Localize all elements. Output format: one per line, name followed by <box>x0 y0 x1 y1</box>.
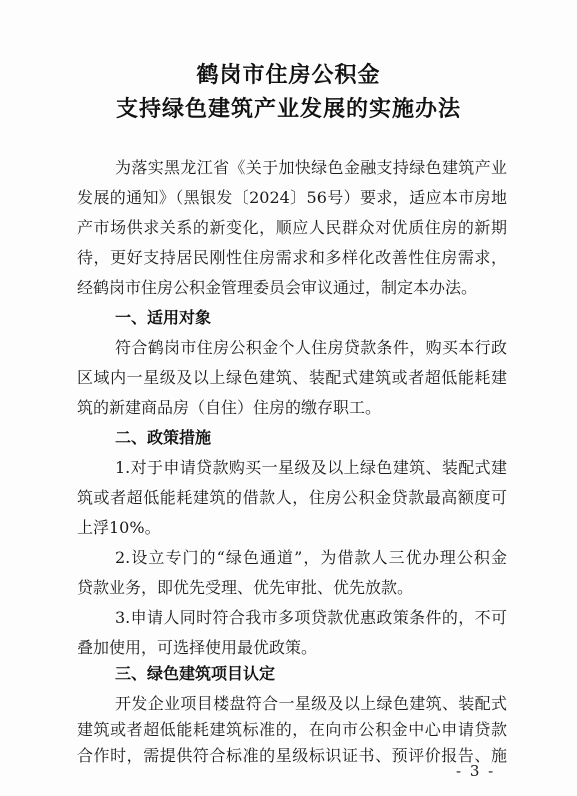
page-number: - 3 - <box>456 762 496 780</box>
section3-line-2: 建筑或者超低能耗建筑标准的，在向市公积金中心申请贷款 <box>77 720 507 739</box>
section3-line-1: 开发企业项目楼盘符合一星级及以上绿色建筑、装配式 <box>115 694 507 713</box>
section2-item3-line-2: 叠加使用，可选择使用最优政策。 <box>77 638 318 657</box>
intro-line-1: 为落实黑龙江省《关于加快绿色金融支持绿色建筑产业 <box>115 158 507 177</box>
section3-heading: 三、绿色建筑项目认定 <box>115 664 276 683</box>
section2-item3-line-1: 3.申请人同时符合我市多项贷款优惠政策条件的，不可 <box>115 608 507 627</box>
intro-line-4: 待，更好支持居民刚性住房需求和多样化改善性住房需求， <box>77 248 507 267</box>
section1-line-3: 筑的新建商品房（自住）住房的缴存职工。 <box>77 398 382 417</box>
section2-heading: 二、政策措施 <box>115 428 212 447</box>
section2-item2-line-2: 贷款业务，即优先受理、优先审批、优先放款。 <box>77 578 414 597</box>
document-title-line2: 支持绿色建筑产业发展的实施办法 <box>115 97 461 122</box>
intro-line-3: 产市场供求关系的新变化，顺应人民群众对优质住房的新期 <box>77 218 507 237</box>
section2-item1-line-2: 筑或者超低能耗建筑的借款人，住房公积金贷款最高额度可 <box>77 488 507 507</box>
intro-line-2: 发展的通知》（黑银发〔2024〕56号）要求，适应本市房地 <box>77 188 507 207</box>
section1-heading: 一、适用对象 <box>115 308 212 327</box>
section1-line-2: 区域内一星级及以上绿色建筑、装配式建筑或者超低能耗建 <box>77 368 507 387</box>
document-title-line1: 鹤岗市住房公积金 <box>196 63 381 88</box>
section3-line-3: 合作时，需提供符合标准的星级标识证书、预评价报告、施 <box>77 746 507 765</box>
section2-item2-line-1: 2.设立专门的“绿色通道”，为借款人三优办理公积金 <box>115 548 507 567</box>
intro-line-5: 经鹤岗市住房公积金管理委员会审议通过，制定本办法。 <box>77 278 478 297</box>
section1-line-1: 符合鹤岗市住房公积金个人住房贷款条件，购买本行政 <box>115 338 507 357</box>
section2-item1-line-3: 上浮10%。 <box>77 518 161 537</box>
section2-item1-line-1: 1.对于申请贷款购买一星级及以上绿色建筑、装配式建 <box>115 458 507 477</box>
